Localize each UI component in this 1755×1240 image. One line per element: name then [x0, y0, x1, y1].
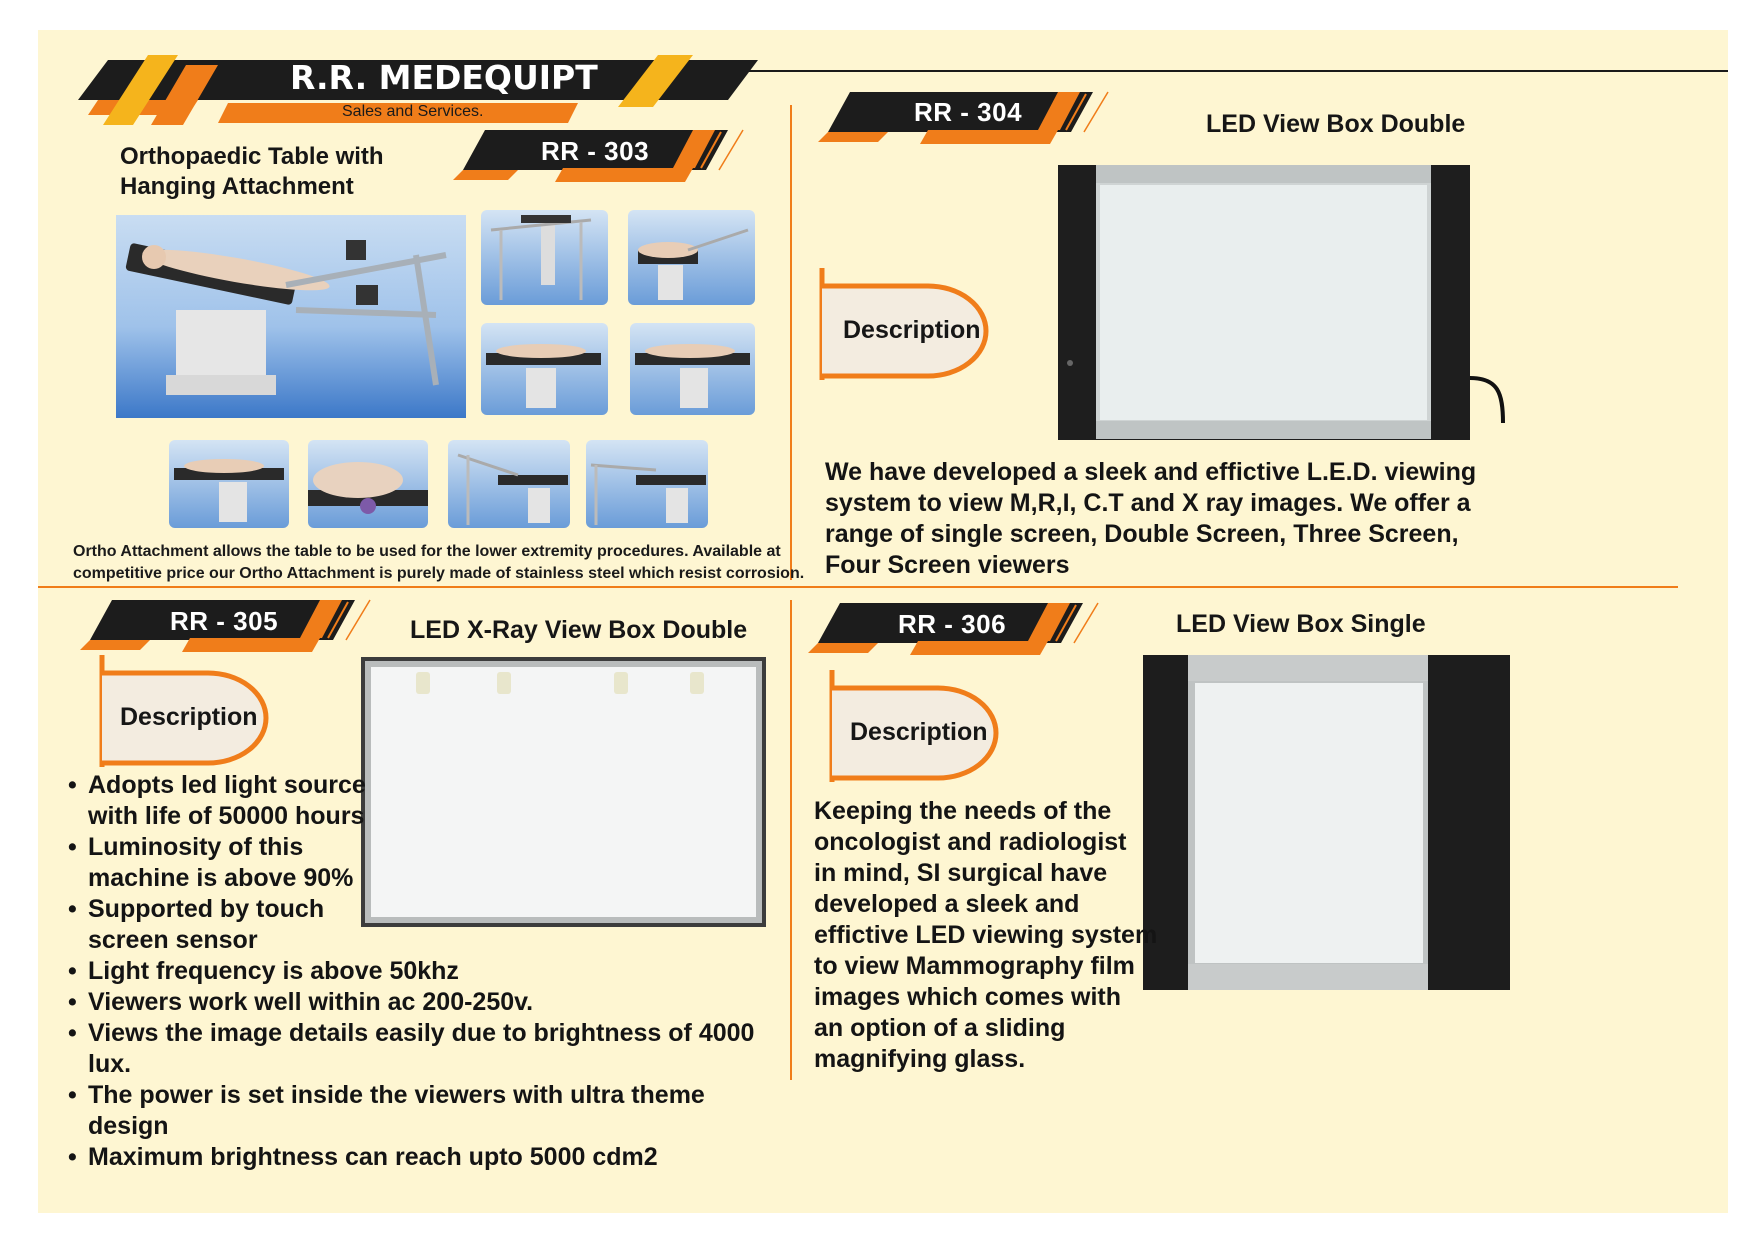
rr304-code-banner	[828, 92, 1108, 147]
list-item: • Adopts led light source with life of 50000 hours	[68, 771, 366, 830]
rr303-thumb-2	[628, 210, 755, 305]
rr306-code: RR - 306	[898, 609, 1007, 639]
rr306-text-line2: oncologist and radiologist	[814, 828, 1127, 856]
bullet-dot-icon: •	[68, 1143, 77, 1171]
rr306-text-line6: to view Mammography film	[814, 952, 1135, 980]
list-item: • Viewers work well within ac 200-250v.	[68, 988, 534, 1016]
rr303-thumb-8	[586, 440, 708, 528]
company-tagline: Sales and Services.	[342, 103, 484, 120]
rr303-title-line1: Orthopaedic Table with	[120, 143, 384, 170]
rr306-text-line3: in mind, SI surgical have	[814, 859, 1108, 887]
rr303-thumb-4	[630, 323, 755, 415]
rr306-code-banner	[818, 603, 1098, 658]
rr304-viewbox-photo	[1058, 163, 1513, 443]
rr306-description-tab	[828, 670, 1013, 790]
rr304-title: LED View Box Double	[1206, 110, 1466, 138]
list-item: • Light frequency is above 50khz	[68, 957, 459, 985]
vertical-divider-top	[790, 105, 792, 580]
rr303-thumb-7	[448, 440, 570, 528]
list-item: • Luminosity of this machine is above 90%	[68, 833, 354, 892]
rr303-title-line2: Hanging Attachment	[120, 173, 354, 200]
rr306-text-line9: magnifying glass.	[814, 1045, 1026, 1073]
bullet-dot-icon: •	[68, 833, 77, 861]
rr306-viewbox-photo	[1143, 655, 1513, 990]
rr303-text-line2: competitive price our Ortho Attachment is purely made of stainless steel which resist corrosion.	[73, 565, 805, 582]
list-item: • Supported by touch screen sensor	[68, 895, 325, 954]
bullet-dot-icon: •	[68, 895, 77, 923]
rr305-title: LED X-Ray View Box Double	[410, 616, 748, 644]
rr306-text-line7: images which comes with	[814, 983, 1122, 1011]
bullet-dot-icon: •	[68, 771, 77, 799]
bullet-dot-icon: •	[68, 988, 77, 1016]
rr304-code: RR - 304	[914, 97, 1023, 127]
rr304-text-line4: Four Screen viewers	[825, 551, 1070, 579]
brochure-page	[38, 30, 1728, 1213]
rr304-description-label: Description	[843, 316, 981, 344]
rr303-code-banner	[463, 130, 743, 185]
rr303-thumb-1	[481, 210, 608, 305]
top-rule	[718, 70, 1728, 72]
rr306-title: LED View Box Single	[1176, 610, 1426, 638]
bullet-dot-icon: •	[68, 957, 77, 985]
rr303-code: RR - 303	[541, 136, 650, 166]
rr304-text-line2: system to view M,R,I, C.T and X ray images. We offer a	[825, 489, 1471, 517]
rr305-description-tab	[98, 655, 283, 775]
rr304-text-line1: We have developed a sleek and effictive L.E.D. viewing	[825, 458, 1477, 486]
rr306-text-line4: developed a sleek and	[814, 890, 1080, 918]
rr305-code: RR - 305	[170, 606, 279, 636]
rr305-feature-list	[68, 770, 788, 1173]
rr303-main-photo	[116, 215, 466, 418]
rr304-description-tab	[818, 268, 1003, 388]
rr305-description-label: Description	[120, 703, 258, 731]
bullet-dot-icon: •	[68, 1081, 77, 1109]
list-item: • Maximum brightness can reach upto 5000 cdm2	[68, 1143, 658, 1171]
list-item: • Views the image details easily due to brightness of 4000 lux.	[68, 1019, 755, 1078]
rr303-thumb-3	[481, 323, 608, 415]
company-name: R.R. MEDEQUIPT	[290, 58, 598, 97]
rr306-text-line5: effictive LED viewing system	[814, 921, 1158, 949]
rr306-text-line8: an option of a sliding	[814, 1014, 1066, 1042]
company-banner	[78, 55, 758, 130]
rr303-text-line1: Ortho Attachment allows the table to be used for the lower extremity procedures. Available at	[73, 543, 781, 560]
vertical-divider-bottom	[790, 600, 792, 1080]
horizontal-divider	[38, 586, 1678, 588]
rr303-thumb-6	[308, 440, 428, 528]
rr305-code-banner	[90, 600, 370, 655]
rr306-text-line1: Keeping the needs of the	[814, 797, 1112, 825]
list-item: • The power is set inside the viewers with ultra theme design	[68, 1081, 705, 1140]
bullet-dot-icon: •	[68, 1019, 77, 1047]
rr306-description-label: Description	[850, 718, 988, 746]
rr303-thumb-5	[169, 440, 289, 528]
rr304-text-line3: range of single screen, Double Screen, Three Screen,	[825, 520, 1459, 548]
